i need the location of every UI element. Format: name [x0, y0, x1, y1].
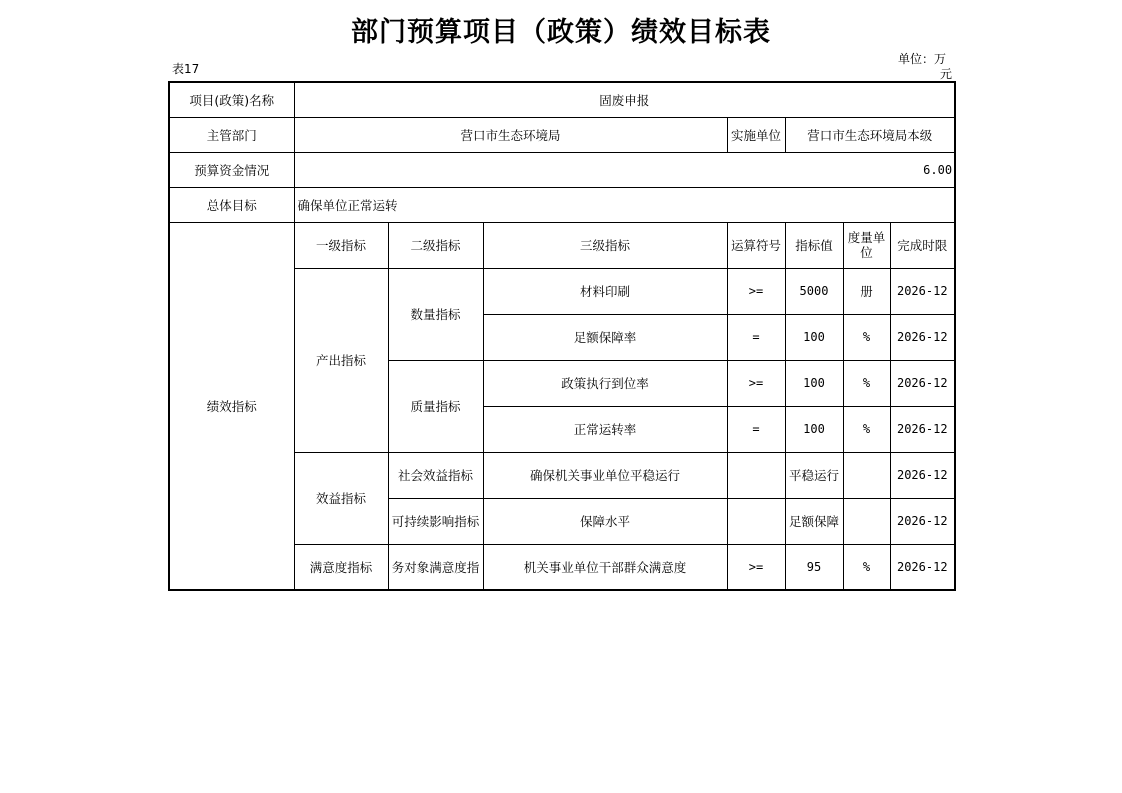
- unit-cell: %: [843, 406, 890, 452]
- level1-output: 产出指标: [294, 268, 388, 452]
- performance-indicators-label: 绩效指标: [169, 222, 294, 590]
- level2-quality: 质量指标: [388, 360, 483, 452]
- deadline-cell: 2026-12: [890, 544, 955, 590]
- row-budget: [169, 152, 955, 187]
- level1-benefit: 效益指标: [294, 452, 388, 544]
- unit-cell: [843, 452, 890, 498]
- deadline-cell: 2026-12: [890, 452, 955, 498]
- operator-cell: =: [727, 314, 785, 360]
- unit-label-line1: 单位：万: [898, 52, 947, 66]
- deadline-cell: 2026-12: [890, 268, 955, 314]
- row-project-name: [169, 82, 955, 117]
- value-cell: 平稳运行: [785, 452, 843, 498]
- project-name-value: 固废申报: [294, 82, 955, 117]
- header-value: 指标值: [785, 222, 843, 268]
- level3-cell: 足额保障率: [483, 314, 727, 360]
- level3-cell: 政策执行到位率: [483, 360, 727, 406]
- budget-value: 6.00: [294, 152, 955, 187]
- level2-quantity: 数量指标: [388, 268, 483, 360]
- header-level3: 三级指标: [483, 222, 727, 268]
- operator-cell: >=: [727, 544, 785, 590]
- header-operator: 运算符号: [727, 222, 785, 268]
- level1-satisfaction: 满意度指标: [294, 544, 388, 590]
- level3-cell: 机关事业单位干部群众满意度: [483, 544, 727, 590]
- department-label: 主管部门: [169, 117, 294, 152]
- deadline-cell: 2026-12: [890, 314, 955, 360]
- unit-label: [898, 52, 954, 82]
- level2-social-benefit: 社会效益指标: [388, 452, 483, 498]
- operator-cell: [727, 498, 785, 544]
- deadline-cell: 2026-12: [890, 360, 955, 406]
- unit-cell: %: [843, 544, 890, 590]
- impl-unit-value: 营口市生态环境局本级: [785, 117, 955, 152]
- row-department: [169, 117, 955, 152]
- level3-cell: 确保机关事业单位平稳运行: [483, 452, 727, 498]
- level2-sustainable-impact: 可持续影响指标: [388, 498, 483, 544]
- goal-value: 确保单位正常运转: [294, 187, 955, 222]
- department-value: 营口市生态环境局: [294, 117, 727, 152]
- value-cell: 5000: [785, 268, 843, 314]
- project-name-label: 项目(政策)名称: [169, 82, 294, 117]
- page-title: 部门预算项目（政策）绩效目标表: [351, 17, 771, 48]
- value-cell: 100: [785, 314, 843, 360]
- operator-cell: >=: [727, 268, 785, 314]
- header-unit: 度量单位: [843, 222, 890, 268]
- unit-cell: 册: [843, 268, 890, 314]
- operator-cell: [727, 452, 785, 498]
- impl-unit-label: 实施单位: [727, 117, 785, 152]
- table-number: 表17: [172, 62, 200, 76]
- row-goal: [169, 187, 955, 222]
- value-cell: 100: [785, 360, 843, 406]
- header-level1: 一级指标: [294, 222, 388, 268]
- value-cell: 95: [785, 544, 843, 590]
- unit-cell: %: [843, 360, 890, 406]
- operator-cell: >=: [727, 360, 785, 406]
- indicator-header-row: [169, 222, 955, 268]
- header-level2: 二级指标: [388, 222, 483, 268]
- performance-goal-table: [168, 81, 956, 591]
- goal-label: 总体目标: [169, 187, 294, 222]
- header-deadline: 完成时限: [890, 222, 955, 268]
- level3-cell: 材料印刷: [483, 268, 727, 314]
- deadline-cell: 2026-12: [890, 498, 955, 544]
- unit-cell: %: [843, 314, 890, 360]
- value-cell: 100: [785, 406, 843, 452]
- deadline-cell: 2026-12: [890, 406, 955, 452]
- budget-label: 预算资金情况: [169, 152, 294, 187]
- level2-service-satisfaction: 务对象满意度指: [388, 544, 483, 590]
- value-cell: 足额保障: [785, 498, 843, 544]
- unit-cell: [843, 498, 890, 544]
- level3-cell: 保障水平: [483, 498, 727, 544]
- level3-cell: 正常运转率: [483, 406, 727, 452]
- operator-cell: =: [727, 406, 785, 452]
- unit-label-line2: 元: [939, 67, 952, 81]
